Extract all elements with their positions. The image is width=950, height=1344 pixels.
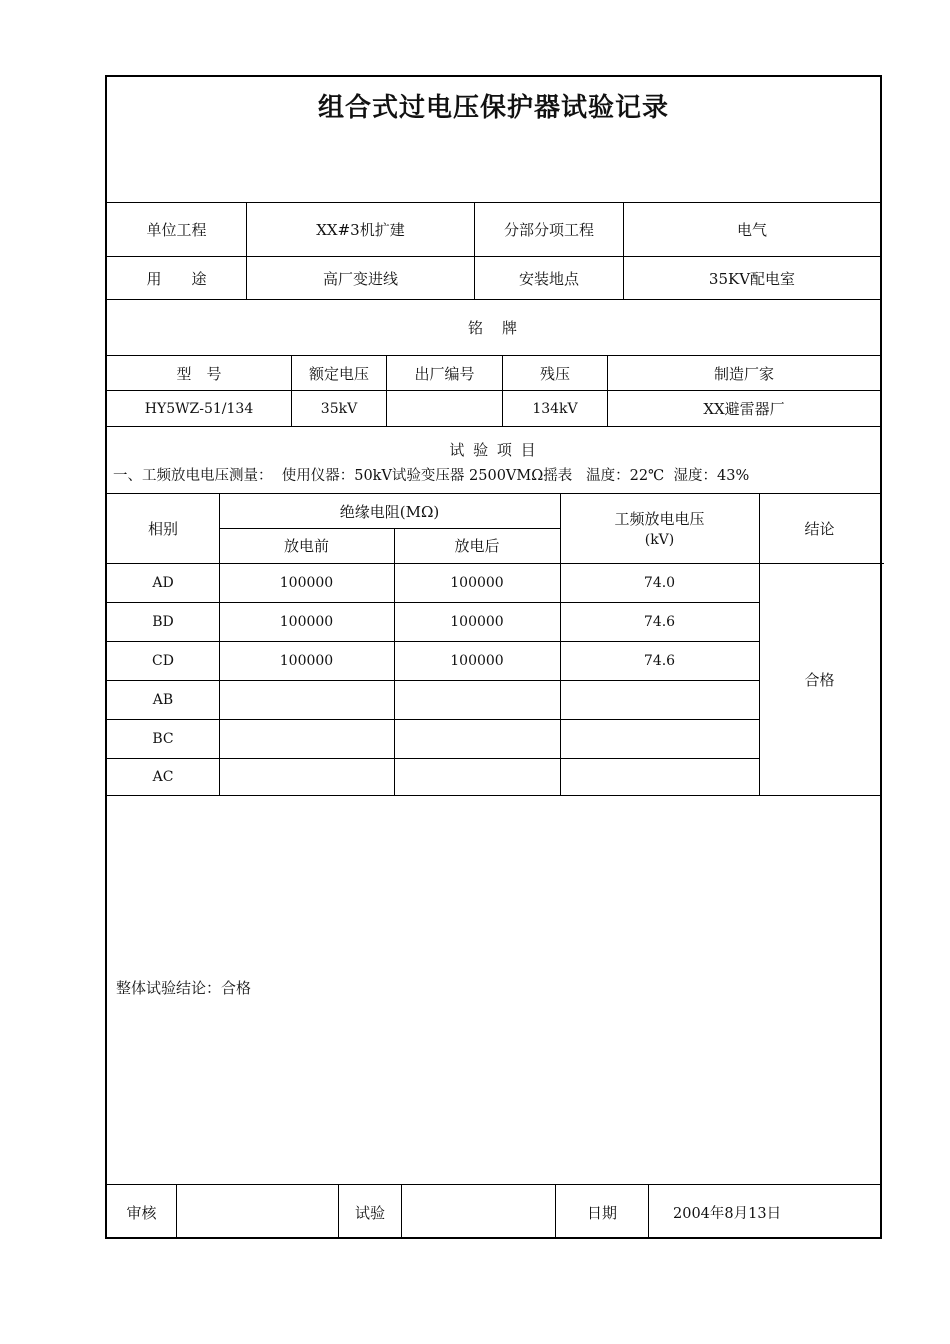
review-label: 审核 xyxy=(107,1185,177,1239)
rated-voltage-header: 额定电压 xyxy=(292,356,387,390)
row-after: 100000 xyxy=(450,652,504,669)
row-after: 100000 xyxy=(450,574,504,591)
row-phase: CD xyxy=(152,652,174,669)
row-before: 100000 xyxy=(279,574,334,591)
row-phase: AC xyxy=(152,769,174,785)
project-row-2 xyxy=(107,257,880,300)
residual-voltage-header: 残压 xyxy=(503,356,608,390)
test-conditions-line: 一、工频放电电压测量： 使用仪器：50kV试验变压器 2500VMΩ摇表 温度：22℃ 湿度：43% xyxy=(113,468,750,484)
residual-voltage-value: 134kV xyxy=(503,391,608,426)
unit-label: 单位工程 xyxy=(107,203,247,256)
overall-conclusion-band xyxy=(107,796,880,1185)
test-item-heading: 试 验 项 目 xyxy=(449,441,538,459)
row-after xyxy=(394,758,560,796)
row-before xyxy=(219,680,394,719)
sub-value: 电气 xyxy=(736,221,767,239)
row-voltage: 74.0 xyxy=(643,574,676,591)
results-table xyxy=(107,494,880,796)
row-after xyxy=(394,719,560,758)
page-title: 组合式过电压保护器试验记录 xyxy=(317,93,669,123)
manufacturer-value: XX避雷器厂 xyxy=(703,400,785,418)
before-header: 放电前 xyxy=(283,537,329,555)
row-before xyxy=(219,758,394,796)
phase-header: 相别 xyxy=(147,520,178,538)
conclusion-header: 结论 xyxy=(804,520,835,538)
test-item-band xyxy=(107,427,880,494)
row-voltage: 74.6 xyxy=(643,613,676,630)
nameplate-value-row xyxy=(107,391,880,427)
conclusion-value: 合格 xyxy=(804,671,835,689)
row-phase: AB xyxy=(152,691,174,708)
date-value: 2004年8月13日 xyxy=(673,1205,782,1222)
nameplate-header-row xyxy=(107,356,880,391)
row-voltage xyxy=(560,680,759,719)
signature-row xyxy=(107,1185,880,1239)
use-label: 用 途 xyxy=(107,257,247,299)
serial-header: 出厂编号 xyxy=(387,356,503,390)
row-phase: BC xyxy=(152,730,174,747)
title-band xyxy=(107,77,880,203)
row-before xyxy=(219,719,394,758)
row-after xyxy=(394,680,560,719)
test-value xyxy=(402,1185,556,1239)
model-value: HY5WZ-51/134 xyxy=(107,391,292,426)
site-label: 安装地点 xyxy=(475,257,624,299)
row-before: 100000 xyxy=(279,613,334,630)
model-header: 型 号 xyxy=(107,356,292,390)
after-header: 放电后 xyxy=(454,537,500,555)
manufacturer-header: 制造厂家 xyxy=(713,364,774,383)
unit-value: XX#3机扩建 xyxy=(247,203,475,256)
row-after: 100000 xyxy=(450,613,504,630)
nameplate-heading: 铭 牌 xyxy=(467,319,519,337)
test-label: 试验 xyxy=(339,1185,402,1239)
row-voltage: 74.6 xyxy=(643,652,676,669)
row-phase: AD xyxy=(152,574,174,591)
discharge-header: 工频放电电压 xyxy=(614,510,705,528)
sub-label: 分部分项工程 xyxy=(475,203,624,256)
insulation-header: 绝缘电阻(MΩ) xyxy=(339,502,440,521)
row-before: 100000 xyxy=(279,652,334,669)
project-row-1 xyxy=(107,203,880,257)
nameplate-heading-row xyxy=(107,300,880,356)
serial-value xyxy=(387,391,503,426)
site-value: 35KV配电室 xyxy=(708,269,796,288)
discharge-unit-header: (kV) xyxy=(644,532,675,548)
row-voltage xyxy=(560,719,759,758)
date-label: 日期 xyxy=(556,1185,649,1239)
row-phase: BD xyxy=(152,613,174,630)
test-record-form xyxy=(105,75,882,1239)
overall-conclusion: 整体试验结论：合格 xyxy=(116,979,252,997)
use-value: 高厂变进线 xyxy=(247,257,475,299)
row-voltage xyxy=(560,758,759,796)
rated-voltage-value: 35kV xyxy=(292,391,387,426)
review-value xyxy=(177,1185,339,1239)
